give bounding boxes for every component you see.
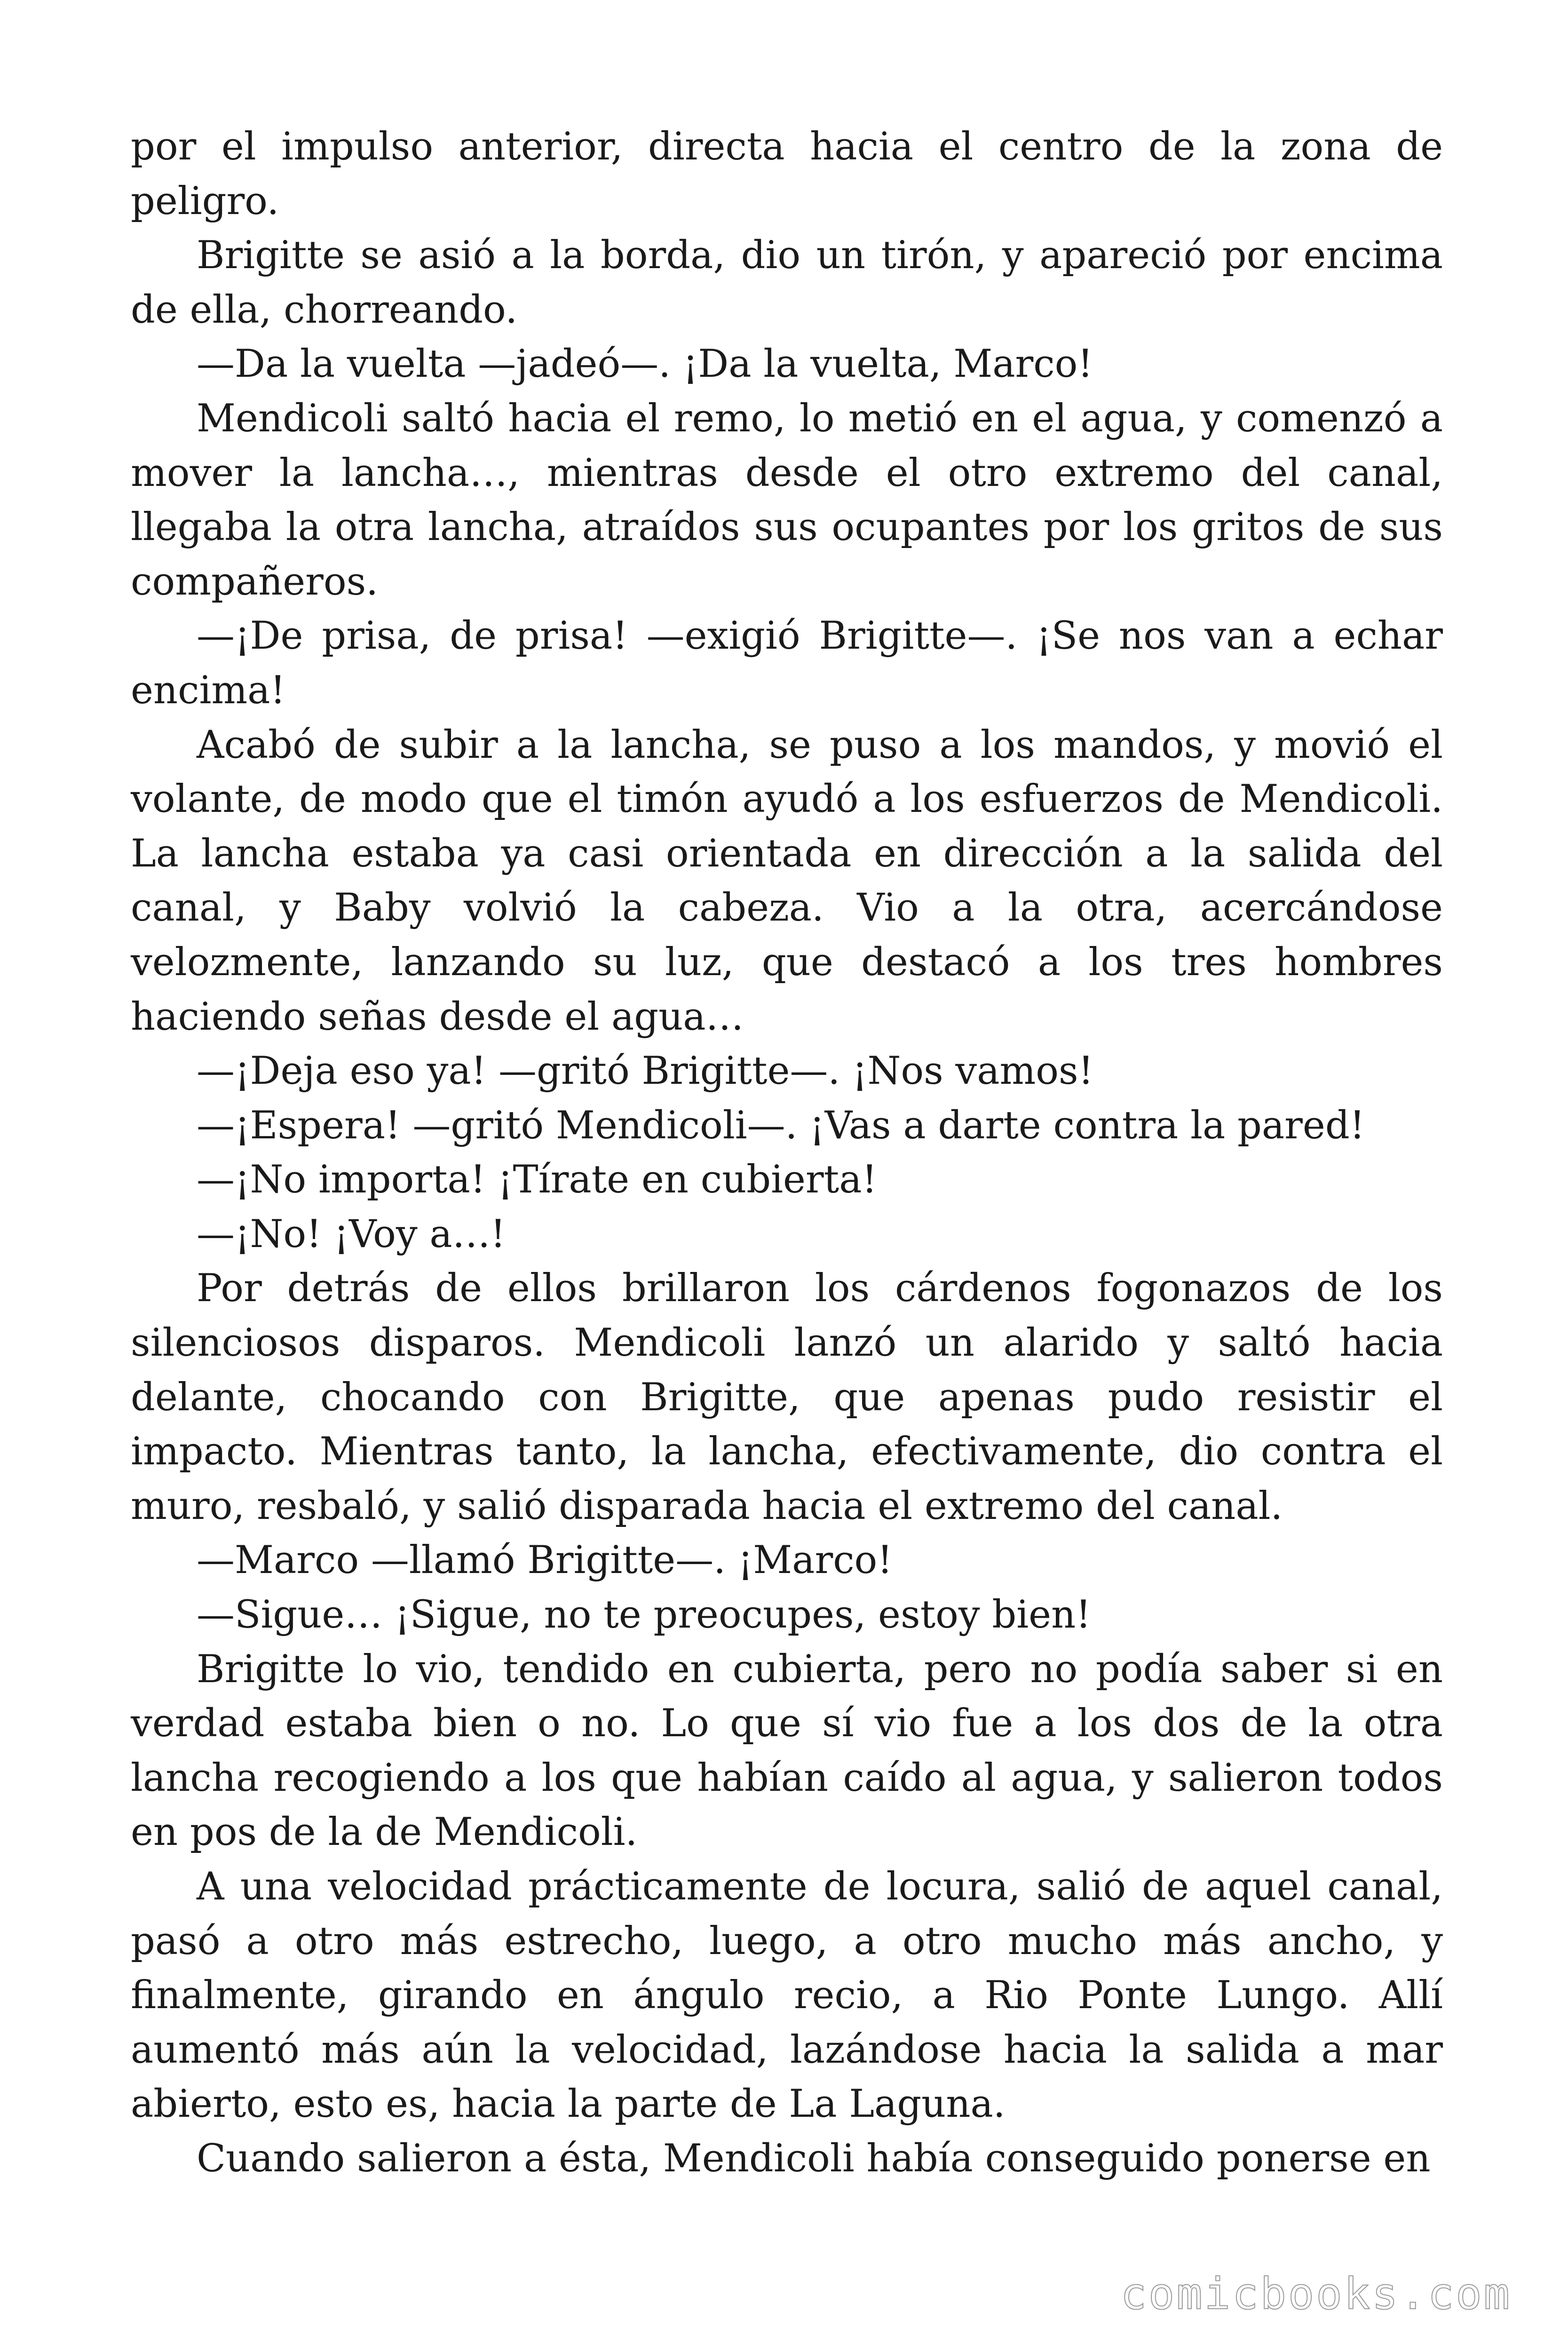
dialogue-line: —¡No importa! ¡Tírate en cubierta! [197,1158,878,1202]
paragraph: Por detrás de ellos brillaron los cárdenos fogonazos de los silenciosos disparos. Mendicoli lanzó un alarido y saltó hacia delante, chocando con Brigitte, que apenas pudo resistir el impacto. Mientras tanto, la lancha, efectivamente, dio contra el muro, resbaló, y salió disparada hacia el extremo del canal. [131,1266,1443,1528]
dialogue-line: —¡Deja eso ya! —gritó Brigitte—. ¡Nos vamos! [197,1049,1094,1094]
dialogue-line: —Marco —llamó Brigitte—. ¡Marco! [197,1538,893,1583]
dialogue-line: —¡Espera! —gritó Mendicoli—. ¡Vas a darte contra la pared! [197,1103,1365,1148]
dialogue-line: —¡No! ¡Voy a…! [197,1212,506,1256]
dialogue-line: —¡De prisa, de prisa! —exigió Brigitte—. ¡Se nos van a echar encima! [131,614,1443,713]
dialogue-line: —Sigue… ¡Sigue, no te preocupes, estoy bien! [197,1593,1091,1637]
paragraph: Mendicoli saltó hacia el remo, lo metió en el agua, y comenzó a mover la lancha…, mientras desde el otro extremo del canal, llegaba la otra lancha, atraídos sus ocupantes por los gritos de sus compañeros. [131,396,1443,604]
paragraph: por el impulso anterior, directa hacia el centro de la zona de peligro. [131,125,1443,223]
site-watermark: comicbooks.com [1120,2269,1512,2319]
paragraph: Acabó de subir a la lancha, se puso a los mandos, y movió el volante, de modo que el timón ayudó a los esfuerzos de Mendicoli. La lancha estaba ya casi orientada en dirección a la salida del canal, y Baby volvió la cabeza. Vio a la otra, acercándose velozmente, lanzando su luz, que destacó a los tres hombres haciendo señas desde el agua… [131,723,1443,1039]
paragraph: Brigitte lo vio, tendido en cubierta, pero no podía saber si en verdad estaba bien o no. Lo que sí vio fue a los dos de la otra lancha recogiendo a los que habían caído al agua, y salieron todos en pos de la de Mendicoli. [131,1647,1443,1855]
paragraph: Brigitte se asió a la borda, dio un tirón, y apareció por encima de ella, chorreando. [131,233,1443,332]
body-text [131,120,1443,2186]
paragraph: A una velocidad prácticamente de locura, salió de aquel canal, pasó a otro más estrecho, luego, a otro mucho más ancho, y finalmente, girando en ángulo recio, a Rio Ponte Lungo. Allí aumentó más aún la velocidad, lazándose hacia la salida a mar abierto, esto es, hacia la parte de La Laguna. [131,1865,1443,2127]
paragraph: Cuando salieron a ésta, Mendicoli había conseguido ponerse en [197,2136,1431,2181]
dialogue-line: —Da la vuelta —jadeó—. ¡Da la vuelta, Marco! [197,342,1093,387]
